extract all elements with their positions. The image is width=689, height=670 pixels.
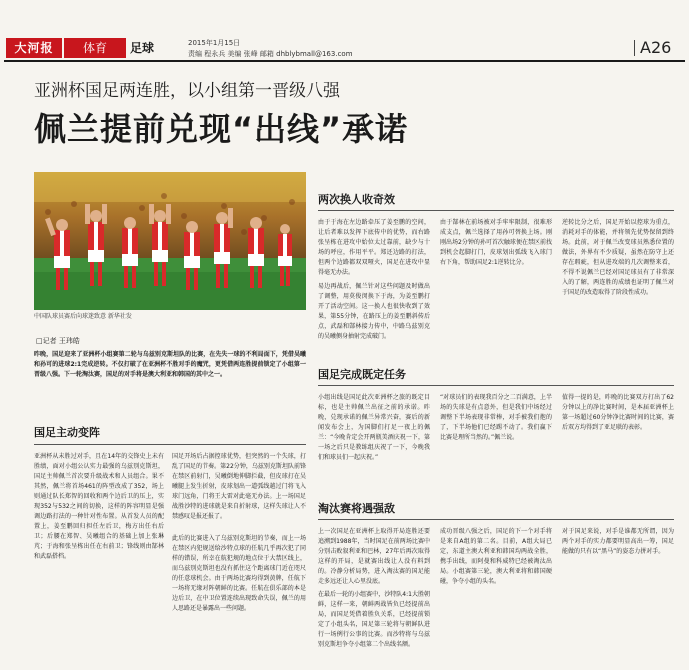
section-rule bbox=[318, 385, 674, 386]
page-number: A26 bbox=[640, 38, 672, 57]
section-heading-tactics: 国足主动变阵 bbox=[34, 426, 100, 439]
sub-section-label: 足球 bbox=[130, 41, 155, 55]
team-celebration-image bbox=[34, 172, 306, 310]
paragraph: 对于国足来说，对手是谁都无所谓，因为两个对手的实力都要明显高出一筹，国足能做的只有以“黑马”的姿态力拼对手。 bbox=[562, 528, 674, 555]
page-header bbox=[0, 0, 689, 66]
section-rule bbox=[318, 210, 674, 211]
paragraph: 由于于海在左边路牵压了姜至鹏的空间，让后者难以发挥下底传中的优势，而右路张呈栋在进攻中始位太过靠前，缺少与十场的呼应，作用平平。郑还边路的打法，但两个边路都双双哑火，国足在进攻中显得毫无办法。 bbox=[318, 219, 430, 276]
editors-line: 责编 程永兵 美编 张峰 邮箱 dhblybmall@163.com bbox=[188, 50, 353, 58]
paragraph: “对球员们的表现我百分之二百满意，上半场的失球是有点意外，但是我们中场经过调整下半场表现非常棒，对手被我们抱的了，下半场他们已经踢不动了。我们赢下比赛是理所当然的。”佩兰说。 bbox=[440, 394, 552, 441]
page-number-divider bbox=[634, 40, 635, 56]
paragraph: 成功晋级八强之后，国足的下一个对手将是来自A组的第二名。目前，A组大局已定，东道主澳大利亚和韩国均两战全胜，携手出线，而阿曼和科威特已经被淘汰出局。小组赛第三轮，澳大利亚将和韩国硬碰，争夺小组的头名。 bbox=[440, 528, 552, 585]
paragraph: 国足开场后占据控球优势，但突然的一个失球，打乱了国足的节奏。第22分钟，乌兹别克斯坦队前锋在禁区前射门，吴曦倒地伸脚拦截，但皮球打在吴曦腿上发生折射，皮球划出一道弧线越过门将飞入球门远角，门将王大雷对此毫无办法。上一场国足战胜沙特的进球就是来自折射球，这样失球让人不禁感叹是报还报了。 bbox=[172, 453, 306, 520]
paragraph: 在最后一轮的小组赛中，沙特队4:1大胜朝鲜，这样一来，朝鲜两战皆负已经提前出局，而国足凭借着胜负关系，已经提前锁定了小组头名，国足第三轮将与朝鲜队进行一场例行公事的比赛。而沙特将与乌兹别克斯坦争夺小组第二个出线名额。 bbox=[318, 591, 430, 648]
section-heading-mission: 国足完成既定任务 bbox=[318, 368, 406, 381]
section-heading-substitutions: 两次换人收奇效 bbox=[318, 193, 395, 206]
date-line: 2015年1月15日 bbox=[188, 39, 241, 47]
section-heading-knockout: 淘汰赛将遇强敌 bbox=[318, 502, 395, 515]
section-rule bbox=[34, 444, 306, 445]
paragraph: 上一次国足在亚洲杯上取得开局连胜还要追溯到1988年，当时国足在前两场比赛中分别击败叙利亚和巴林，27年后再次取得这样的开局，是就赛出线让人没有料到的。冷静分析局势，进入淘汰赛的国足能走多远还让人心里没底。 bbox=[318, 528, 430, 585]
newspaper-logo[interactable]: 大河报 bbox=[14, 41, 54, 55]
article-subheadline: 亚洲杯国足两连胜，以小组第一晋级八强 bbox=[34, 81, 340, 101]
article-photo[interactable] bbox=[34, 172, 306, 310]
section-rule bbox=[318, 519, 674, 520]
paragraph: 小组出线是国足此次亚洲杯之旅的既定目标，也是主帅佩兰出征之前的承诺。昨晚，兑现承诺的佩兰异常兴奋，赛后的新闻发布会上，为国脚们打足一夜上的佩兰：“今晚肯定会开两瓶美酒庆祝一下，第一场之后只是教练组庆祝了一下，今晚我们和球员们一起庆祝。” bbox=[318, 394, 430, 461]
section-tab[interactable]: 体育 bbox=[82, 41, 107, 55]
paragraph: 亚洲杯从未胜过对手，且在14年的交锋史上未有胜绩，面对小组公认实力最强的乌兹别克斯坦，国足主帅佩兰首次要升级战术和人员组合。果不其然，佩兰将首场461的阵型改成了352，场上则通过队长郑智的回收和两个边后卫的压上，实现352与532之间的切换，这样的阵容明显是强调边路打法的一种针对性布置。从首发人员的配置上，姜至鹏回归担任左后卫，梅方出任右后卫；后腰在郑智、吴曦组合的基础上加上张琳芃；于海和张呈栋出任在右前卫；锋线则由郜林和武磊搭档。 bbox=[34, 453, 164, 560]
article-headline: 佩兰提前兑现“出线”承诺 bbox=[34, 110, 409, 148]
article-lead: 昨晚，国足迎来了亚洲杯小组赛第二轮与乌兹别克斯坦队的比赛，在先失一球的不利局面下，凭借吴曦和孙可的进球2:1完成逆转。不仅打破了在亚洲杯不胜对手的魔咒，更凭借两连胜提前锁定了小组第一晋级八强。下一轮淘汰赛，国足的对手将是澳大利亚和韩国的其中之一。 bbox=[34, 351, 306, 378]
photo-caption: 中国队球员赛后向球迷致意 新华社发 bbox=[34, 313, 132, 320]
paragraph: 易边再战后，佩兰针对这些问题及时做出了调整，用莫俊闵换下于海，为姜至鹏打开了活动空间。这一换人也很快收到了效果，第55分钟，在路压上的姜至鹏斜传后点，武磊和郜林接力传中，中路乌兹别克的吴曦侧身抽射完成破门。 bbox=[318, 283, 430, 340]
paragraph: 此后的比赛进入了乌兹别克斯坦的节奏，而上一场在禁区内犯规送给沙特点球的任航几乎再次犯了同样的错误，所幸在航犯规的地点位于大禁区线上，而乌兹别克斯坦也没有抓住这个距离球门近在咫尺的任意球机会。由于两场比赛均得到黄牌，任航下一场将无缘对阵朝鲜的比赛。任航在俱乐部的本是边后卫，在中卫位置连续出现致命失误，佩兰的用人思路还是暴露出一些问题。 bbox=[172, 535, 306, 612]
paragraph: 逆转比分之后，国足开始以控球为重点，消耗对手的体能，并将领先优势保留到终场。此前，对于佩兰改变球员熟悉位置的做法，外界有不少质疑，虽然在防守上还存在瑕疵，但从进攻端的几次调整来看，不得不说佩兰已经对国足球员有了非常深入的了解，两连胜的成绩也证明了佩兰对于国足的改造取得了阶段性成功。 bbox=[562, 219, 674, 296]
header-rule bbox=[4, 60, 685, 62]
reporter-byline: □记者 王玮皓 bbox=[36, 337, 80, 345]
paragraph: 由于郜林在前场被对手牢牢限制，很难形成支点，佩兰选择了用孙可替换上场。刚刚出场2分钟的孙可首次触球便在禁区前找到机会起脚打门，皮球划出弧线飞入球门右下角，帮助国足2:1逆转比分。 bbox=[440, 219, 552, 266]
paragraph: 值得一提的是，昨晚的比赛双方打出了62分钟以上的净比赛时间，是本届亚洲杯上第一场超过60分钟净比赛时间的比赛，赛后双方均得到了亚足联的表彰。 bbox=[562, 394, 674, 431]
